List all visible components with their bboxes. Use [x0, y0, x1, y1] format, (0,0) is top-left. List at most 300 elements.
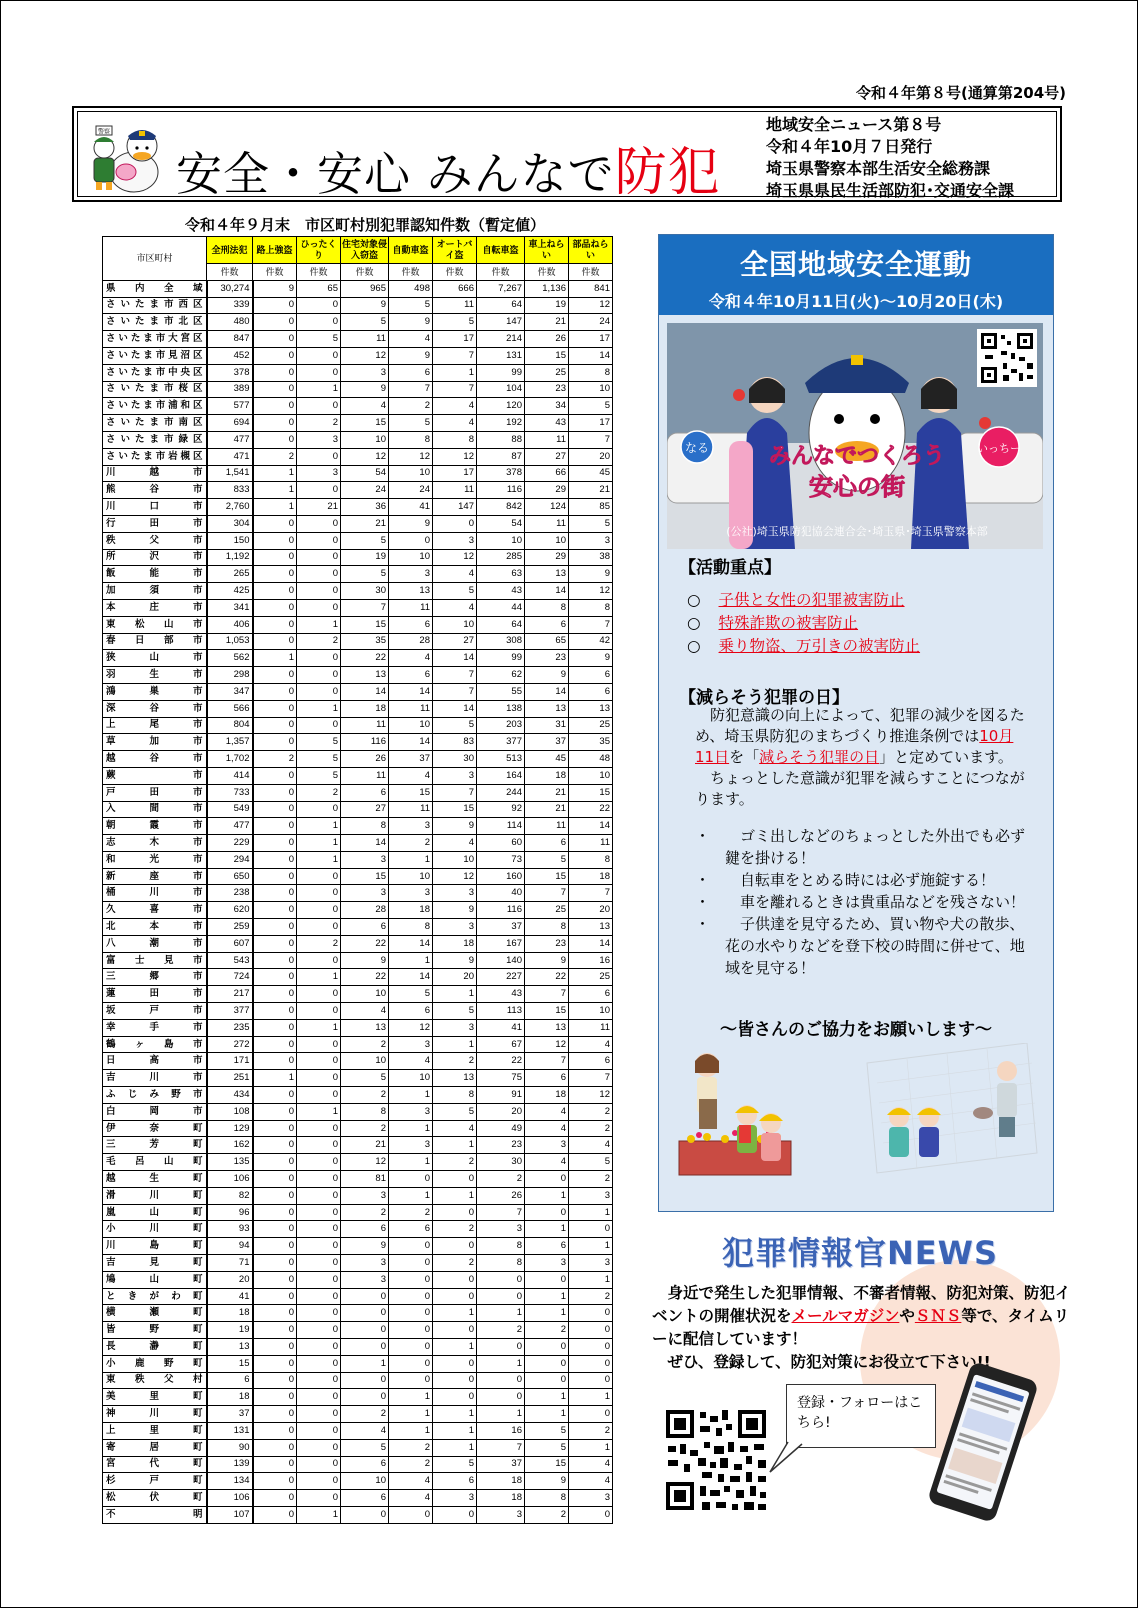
masthead [72, 106, 1062, 202]
count-cell: 15 [207, 1355, 253, 1372]
municipality-name: 飯能市 [103, 566, 207, 583]
count-cell: 0 [389, 1305, 433, 1322]
table-row [103, 700, 613, 717]
table-row [103, 331, 613, 348]
count-cell: 37 [389, 751, 433, 768]
count-cell: 4 [433, 599, 477, 616]
count-cell: 0 [253, 1271, 297, 1288]
count-cell: 11 [341, 767, 389, 784]
count-cell: 0 [253, 1439, 297, 1456]
count-cell: 304 [207, 515, 253, 532]
count-cell: 0 [253, 683, 297, 700]
municipality-name: 美里町 [103, 1389, 207, 1406]
count-cell: 22 [525, 969, 569, 986]
count-cell: 18 [207, 1305, 253, 1322]
count-cell: 4 [389, 1490, 433, 1507]
count-cell: 10 [389, 549, 433, 566]
count-cell: 0 [253, 515, 297, 532]
count-cell: 19 [525, 297, 569, 314]
count-cell: 0 [297, 1221, 341, 1238]
count-cell: 1 [433, 1187, 477, 1204]
count-cell: 65 [525, 633, 569, 650]
count-cell: 0 [297, 1355, 341, 1372]
count-cell: 15 [525, 868, 569, 885]
count-cell: 5 [341, 1439, 389, 1456]
count-cell: 5 [297, 751, 341, 768]
count-cell: 10 [389, 868, 433, 885]
count-cell: 0 [341, 1322, 389, 1339]
count-cell: 14 [433, 700, 477, 717]
count-cell: 0 [253, 314, 297, 331]
count-cell: 0 [253, 885, 297, 902]
count-cell: 0 [253, 902, 297, 919]
count-cell: 0 [525, 1204, 569, 1221]
table-row [103, 381, 613, 398]
municipality-name: 横瀬町 [103, 1305, 207, 1322]
count-cell: 0 [253, 1389, 297, 1406]
count-cell: 10 [477, 532, 525, 549]
count-cell: 804 [207, 717, 253, 734]
municipality-name: 戸田市 [103, 784, 207, 801]
count-cell: 11 [341, 331, 389, 348]
count-cell: 35 [341, 633, 389, 650]
count-cell: 229 [207, 835, 253, 852]
news-title: 犯罪情報官NEWS [722, 1234, 998, 1272]
count-cell: 167 [477, 935, 525, 952]
count-cell: 0 [297, 448, 341, 465]
count-cell: 7 [389, 381, 433, 398]
count-cell: 35 [569, 734, 613, 751]
municipality-name: 宮代町 [103, 1456, 207, 1473]
table-row [103, 734, 613, 751]
count-cell: 238 [207, 885, 253, 902]
count-cell: 13 [525, 566, 569, 583]
count-cell: 6 [389, 1003, 433, 1020]
count-cell: 17 [569, 415, 613, 432]
table-row [103, 1439, 613, 1456]
circle-bullet: ○ [687, 614, 701, 632]
count-cell: 0 [253, 919, 297, 936]
count-cell: 0 [297, 868, 341, 885]
table-row [103, 1473, 613, 1490]
poster-name-right: いっちー [977, 442, 1021, 455]
count-cell: 21 [525, 784, 569, 801]
count-cell: 3 [341, 1187, 389, 1204]
count-cell: 9 [253, 280, 297, 297]
count-cell: 25 [525, 364, 569, 381]
count-cell: 5 [525, 851, 569, 868]
count-cell: 164 [477, 767, 525, 784]
pub-line: 地域安全ニュース第８号 [766, 115, 942, 134]
table-row [103, 1422, 613, 1439]
count-cell: 0 [253, 1473, 297, 1490]
count-cell: 75 [477, 1070, 525, 1087]
count-cell: 43 [477, 986, 525, 1003]
mail-magazine-link[interactable]: メールマガジン [791, 1307, 900, 1325]
count-cell: 2 [433, 1053, 477, 1070]
count-cell: 7 [525, 986, 569, 1003]
bubble-tail [766, 1440, 806, 1476]
count-cell: 30 [477, 1154, 525, 1171]
table-row [103, 1271, 613, 1288]
count-cell: 1,136 [525, 280, 569, 297]
count-cell: 9 [341, 381, 389, 398]
count-cell: 17 [433, 331, 477, 348]
count-cell: 160 [477, 868, 525, 885]
count-cell: 0 [297, 1255, 341, 1272]
count-cell: 11 [389, 599, 433, 616]
count-cell: 0 [389, 1372, 433, 1389]
count-cell: 3 [341, 1255, 389, 1272]
count-cell: 63 [477, 566, 525, 583]
table-row [103, 415, 613, 432]
table-row [103, 1053, 613, 1070]
count-cell: 694 [207, 415, 253, 432]
count-cell: 1 [297, 818, 341, 835]
count-cell: 4 [525, 1120, 569, 1137]
count-cell: 44 [477, 599, 525, 616]
count-cell: 3 [389, 885, 433, 902]
table-row [103, 549, 613, 566]
count-cell: 25 [569, 969, 613, 986]
count-cell: 17 [433, 465, 477, 482]
municipality-name: 東松山市 [103, 616, 207, 633]
table-row [103, 868, 613, 885]
table-row [103, 1339, 613, 1356]
count-cell: 7 [433, 381, 477, 398]
count-cell: 24 [569, 314, 613, 331]
table-row [103, 431, 613, 448]
count-cell: 9 [389, 314, 433, 331]
municipality-name: 吉見町 [103, 1255, 207, 1272]
count-cell: 5 [569, 398, 613, 415]
circle-bullet: ○ [687, 637, 701, 655]
count-cell: 12 [341, 1154, 389, 1171]
municipality-name: 富士見市 [103, 952, 207, 969]
count-cell: 1 [433, 1305, 477, 1322]
count-cell: 1 [297, 1103, 341, 1120]
count-cell: 49 [477, 1120, 525, 1137]
count-cell: 11 [525, 818, 569, 835]
count-cell: 5 [433, 314, 477, 331]
municipality-name: 越谷市 [103, 751, 207, 768]
count-cell: 1 [389, 1406, 433, 1423]
count-cell: 0 [389, 1288, 433, 1305]
table-row [103, 1204, 613, 1221]
count-cell: 1 [297, 700, 341, 717]
count-cell: 3 [569, 532, 613, 549]
count-cell: 1 [297, 835, 341, 852]
table-row [103, 364, 613, 381]
count-cell: 25 [525, 902, 569, 919]
count-cell: 5 [389, 415, 433, 432]
count-cell: 4 [389, 650, 433, 667]
unit-header: 件数 [253, 264, 297, 281]
count-cell: 0 [253, 784, 297, 801]
pub-line: 埼玉県県民生活部防犯･交通安全課 [766, 181, 1015, 200]
count-cell: 3 [477, 1221, 525, 1238]
count-cell: 2 [477, 1322, 525, 1339]
count-cell: 0 [389, 1506, 433, 1523]
count-cell: 21 [569, 482, 613, 499]
count-cell: 0 [433, 1372, 477, 1389]
count-cell: 13 [341, 1019, 389, 1036]
count-cell: 20 [569, 902, 613, 919]
count-cell: 0 [297, 1406, 341, 1423]
count-cell: 0 [253, 415, 297, 432]
count-cell: 0 [253, 717, 297, 734]
municipality-name: 滑川町 [103, 1187, 207, 1204]
count-cell: 1 [253, 482, 297, 499]
count-cell: 0 [253, 1322, 297, 1339]
count-cell: 34 [525, 398, 569, 415]
count-cell: 0 [253, 381, 297, 398]
count-cell: 0 [297, 1003, 341, 1020]
count-cell: 42 [569, 633, 613, 650]
count-cell: 38 [569, 549, 613, 566]
crime-table-body [103, 280, 613, 1523]
municipality-name: 白岡市 [103, 1103, 207, 1120]
count-cell: 2 [433, 1154, 477, 1171]
focus-list [687, 589, 920, 658]
campaign-title: 全国地域安全運動 [739, 248, 972, 281]
count-cell: 0 [297, 801, 341, 818]
municipality-name: さいたま市中央区 [103, 364, 207, 381]
count-cell: 22 [341, 935, 389, 952]
count-cell: 28 [389, 633, 433, 650]
count-cell: 0 [569, 1506, 613, 1523]
municipality-name: ふじみ野市 [103, 1087, 207, 1104]
count-cell: 1 [389, 952, 433, 969]
count-cell: 0 [297, 297, 341, 314]
count-cell: 116 [477, 482, 525, 499]
count-cell: 0 [253, 532, 297, 549]
count-cell: 2 [569, 1171, 613, 1188]
count-cell: 5 [569, 1154, 613, 1171]
poster-slogan-line1: みんなでつくろう [768, 444, 946, 469]
count-cell: 1 [569, 1389, 613, 1406]
count-cell: 0 [433, 1204, 477, 1221]
count-cell: 3 [433, 1019, 477, 1036]
column-header: 路上強盗 [253, 237, 297, 264]
day-name: 減らそう犯罪の日 [759, 748, 880, 766]
count-cell: 2 [569, 1422, 613, 1439]
count-cell: 0 [297, 583, 341, 600]
count-cell: 9 [389, 347, 433, 364]
count-cell: 171 [207, 1053, 253, 1070]
sns-link[interactable]: ＳＮＳ [914, 1307, 962, 1325]
count-cell: 0 [253, 599, 297, 616]
municipality-name: 北本市 [103, 919, 207, 936]
count-cell: 7 [569, 1070, 613, 1087]
table-row [103, 1456, 613, 1473]
count-cell: 0 [525, 1271, 569, 1288]
count-cell: 0 [253, 1288, 297, 1305]
poster-slogan-line2: 安心の街 [809, 473, 905, 501]
count-cell: 116 [341, 734, 389, 751]
count-cell: 0 [569, 1221, 613, 1238]
count-cell: 6 [569, 667, 613, 684]
count-cell: 27 [341, 801, 389, 818]
count-cell: 1 [433, 1439, 477, 1456]
count-cell: 21 [525, 801, 569, 818]
municipality-name: 松伏町 [103, 1490, 207, 1507]
municipality-name: 皆野町 [103, 1322, 207, 1339]
count-cell: 513 [477, 751, 525, 768]
municipality-name: 越生町 [103, 1171, 207, 1188]
count-cell: 2 [297, 935, 341, 952]
count-cell: 0 [253, 1120, 297, 1137]
count-cell: 134 [207, 1473, 253, 1490]
count-cell: 4 [389, 1053, 433, 1070]
count-cell: 0 [253, 1355, 297, 1372]
column-header: 自動車盗 [389, 237, 433, 264]
count-cell: 3 [389, 1036, 433, 1053]
municipality-name: 久喜市 [103, 902, 207, 919]
count-cell: 54 [477, 515, 525, 532]
count-cell: 0 [341, 1288, 389, 1305]
count-cell: 0 [297, 986, 341, 1003]
count-cell: 0 [297, 1154, 341, 1171]
count-cell: 833 [207, 482, 253, 499]
count-cell: 3 [389, 1137, 433, 1154]
table-row [103, 935, 613, 952]
count-cell: 0 [569, 1339, 613, 1356]
municipality-name: 羽生市 [103, 667, 207, 684]
municipality-name: 杉戸町 [103, 1473, 207, 1490]
count-cell: 12 [341, 347, 389, 364]
table-row [103, 633, 613, 650]
table-row [103, 1019, 613, 1036]
municipality-name: 川越市 [103, 465, 207, 482]
count-cell: 1 [341, 1355, 389, 1372]
count-cell: 85 [569, 499, 613, 516]
count-cell: 339 [207, 297, 253, 314]
count-cell: 2 [433, 1255, 477, 1272]
count-cell: 577 [207, 398, 253, 415]
count-cell: 0 [297, 1053, 341, 1070]
count-cell: 22 [477, 1053, 525, 1070]
table-row [103, 969, 613, 986]
count-cell: 0 [253, 549, 297, 566]
circle-bullet: ○ [687, 591, 701, 609]
count-cell: 4 [389, 331, 433, 348]
municipality-name: 坂戸市 [103, 1003, 207, 1020]
count-cell: 3 [297, 465, 341, 482]
count-cell: 23 [525, 650, 569, 667]
count-cell: 28 [341, 902, 389, 919]
count-cell: 6 [525, 1238, 569, 1255]
count-cell: 6 [341, 919, 389, 936]
count-cell: 1 [389, 1087, 433, 1104]
count-cell: 9 [525, 1473, 569, 1490]
municipality-name: 和光市 [103, 851, 207, 868]
table-row [103, 1255, 613, 1272]
count-cell: 18 [433, 935, 477, 952]
count-cell: 8 [477, 1238, 525, 1255]
count-cell: 1 [297, 381, 341, 398]
count-cell: 12 [433, 549, 477, 566]
table-row [103, 919, 613, 936]
municipality-name: 長瀞町 [103, 1339, 207, 1356]
count-cell: 9 [525, 952, 569, 969]
count-cell: 0 [297, 314, 341, 331]
count-cell: 0 [253, 331, 297, 348]
count-cell: 9 [389, 515, 433, 532]
count-cell: 0 [297, 398, 341, 415]
municipality-name: 鶴ヶ島市 [103, 1036, 207, 1053]
count-cell: 0 [569, 1406, 613, 1423]
count-cell: 0 [297, 650, 341, 667]
count-cell: 4 [341, 398, 389, 415]
count-cell: 620 [207, 902, 253, 919]
news-qr-code[interactable] [662, 1406, 770, 1514]
count-cell: 1 [569, 1204, 613, 1221]
count-cell: 106 [207, 1171, 253, 1188]
count-cell: 83 [433, 734, 477, 751]
count-cell: 22 [341, 650, 389, 667]
count-cell: 1 [433, 1339, 477, 1356]
count-cell: 0 [253, 935, 297, 952]
table-row [103, 650, 613, 667]
count-cell: 298 [207, 667, 253, 684]
count-cell: 12 [389, 1019, 433, 1036]
count-cell: 3 [389, 818, 433, 835]
count-cell: 15 [341, 868, 389, 885]
count-cell: 0 [297, 1036, 341, 1053]
municipality-name: 行田市 [103, 515, 207, 532]
mascot-illustration [82, 118, 168, 194]
count-cell: 9 [341, 1238, 389, 1255]
count-cell: 4 [389, 767, 433, 784]
count-cell: 1 [569, 1238, 613, 1255]
count-cell: 0 [253, 767, 297, 784]
count-cell: 4 [433, 398, 477, 415]
count-cell: 1 [525, 1288, 569, 1305]
count-cell: 10 [569, 1003, 613, 1020]
table-row [103, 784, 613, 801]
count-cell: 4 [569, 1456, 613, 1473]
count-cell: 1,541 [207, 465, 253, 482]
day-description: 防犯意識の向上によって、犯罪の減少を図るため、埼玉県防犯のまちづくり推進条例では10月11日を「減らそう犯罪の日」と定めています。 ちょっとした意識が犯罪を減らすことにつながります。 [695, 706, 1025, 808]
count-cell: 1 [433, 1137, 477, 1154]
count-cell: 0 [253, 1154, 297, 1171]
municipality-name: 春日部市 [103, 633, 207, 650]
count-cell: 3 [433, 1490, 477, 1507]
count-cell: 8 [569, 599, 613, 616]
municipality-name: 入間市 [103, 801, 207, 818]
municipality-name: 上尾市 [103, 717, 207, 734]
count-cell: 71 [207, 1255, 253, 1272]
count-cell: 18 [207, 1389, 253, 1406]
count-cell: 15 [433, 801, 477, 818]
table-row [103, 1372, 613, 1389]
count-cell: 1 [253, 1070, 297, 1087]
count-cell: 43 [525, 415, 569, 432]
count-cell: 4 [341, 1422, 389, 1439]
count-cell: 14 [569, 818, 613, 835]
count-cell: 1 [569, 1439, 613, 1456]
count-cell: 150 [207, 532, 253, 549]
count-cell: 2 [297, 784, 341, 801]
count-cell: 6 [569, 1053, 613, 1070]
count-cell: 12 [525, 1036, 569, 1053]
count-cell: 7 [477, 1439, 525, 1456]
closing-message: ～皆さんのご協力をお願いします～ [720, 1020, 992, 1040]
count-cell: 13 [525, 700, 569, 717]
count-cell: 0 [477, 1372, 525, 1389]
count-cell: 23 [525, 935, 569, 952]
